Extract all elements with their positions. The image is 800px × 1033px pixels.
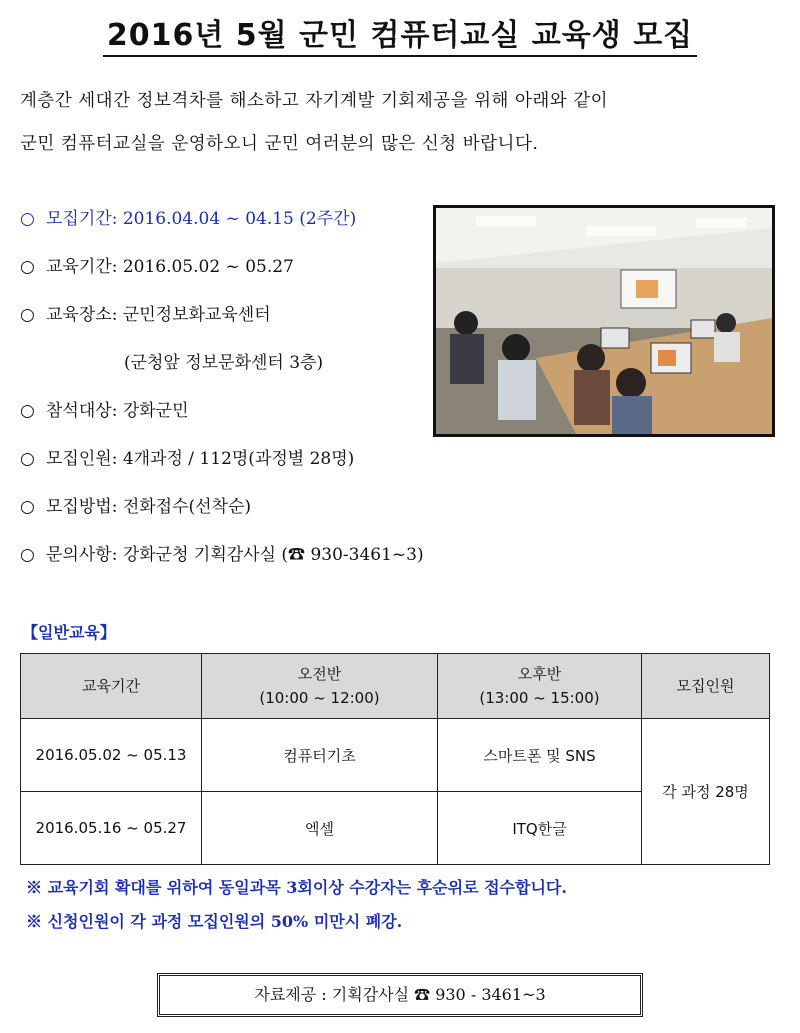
circle-icon: ○	[20, 209, 35, 229]
cell-period: 2016.05.16 ~ 05.27	[21, 792, 202, 865]
footer-source: 자료제공 : 기획감사실 ☎ 930 - 3461~3	[157, 973, 643, 1017]
info-item-recruit-period	[20, 204, 356, 229]
info-item-text: 모집기간: 2016.04.04 ~ 04.15 (2주간)	[46, 209, 357, 229]
cell-capacity: 각 과정 28명	[642, 719, 770, 865]
intro-paragraph	[20, 80, 790, 166]
header-morning-label: 오전반	[297, 665, 342, 683]
header-period: 교육기간	[21, 654, 202, 719]
info-item-text: 참석대상: 강화군민	[46, 401, 189, 421]
intro-line-1: 계층간 세대간 정보격차를 해소하고 자기계발 기회제공을 위해 아래와 같이	[20, 91, 609, 111]
page-title	[0, 10, 800, 54]
classroom-photo	[433, 205, 775, 437]
info-item-text: 문의사항: 강화군청 기획감사실 (☎ 930-3461~3)	[46, 545, 424, 565]
info-item-inquiry	[20, 540, 424, 565]
note-item: ※ 교육기회 확대를 위하여 동일과목 3회이상 수강자는 후순위로 접수합니다.	[26, 878, 567, 897]
section-label-general-education: 【일반교육】	[22, 623, 116, 642]
notes	[26, 874, 567, 942]
header-morning	[202, 654, 438, 719]
info-item-text: 모집인원: 4개과정 / 112명(과정별 28명)	[46, 449, 355, 469]
circle-icon: ○	[20, 257, 35, 277]
info-item-location	[20, 300, 271, 325]
cell-morning: 컴퓨터기초	[202, 719, 438, 792]
classroom-photo-illustration	[436, 208, 772, 434]
cell-afternoon: 스마트폰 및 SNS	[438, 719, 642, 792]
circle-icon: ○	[20, 497, 35, 517]
circle-icon: ○	[20, 305, 35, 325]
info-item-text: (군청앞 정보문화센터 3층)	[124, 353, 324, 373]
info-item-text: 모집방법: 전화접수(선착순)	[46, 497, 252, 517]
header-afternoon-label: 오후반	[517, 665, 562, 683]
header-afternoon-time: (13:00 ~ 15:00)	[479, 689, 600, 707]
info-item-capacity	[20, 444, 354, 469]
schedule-table	[20, 653, 770, 865]
page-title-text: 2016년 5월 군민 컴퓨터교실 교육생 모집	[103, 18, 697, 57]
cell-afternoon: ITQ한글	[438, 792, 642, 865]
intro-line-2: 군민 컴퓨터교실을 운영하오니 군민 여러분의 많은 신청 바랍니다.	[20, 134, 539, 154]
header-capacity: 모집인원	[642, 654, 770, 719]
circle-icon: ○	[20, 401, 35, 421]
info-item-method	[20, 492, 251, 517]
info-item-text: 교육장소: 군민정보화교육센터	[46, 305, 271, 325]
info-item-target	[20, 396, 189, 421]
circle-icon: ○	[20, 449, 35, 469]
circle-icon: ○	[20, 545, 35, 565]
info-item-text: 교육기간: 2016.05.02 ~ 05.27	[46, 257, 294, 277]
cell-morning: 엑셀	[202, 792, 438, 865]
note-item: ※ 신청인원이 각 과정 모집인원의 50% 미만시 폐강.	[26, 912, 403, 931]
info-item-edu-period	[20, 252, 294, 277]
cell-period: 2016.05.02 ~ 05.13	[21, 719, 202, 792]
header-afternoon	[438, 654, 642, 719]
table-row	[21, 719, 770, 792]
info-item-location-detail	[124, 348, 323, 373]
table-header-row	[21, 654, 770, 719]
header-morning-time: (10:00 ~ 12:00)	[259, 689, 380, 707]
